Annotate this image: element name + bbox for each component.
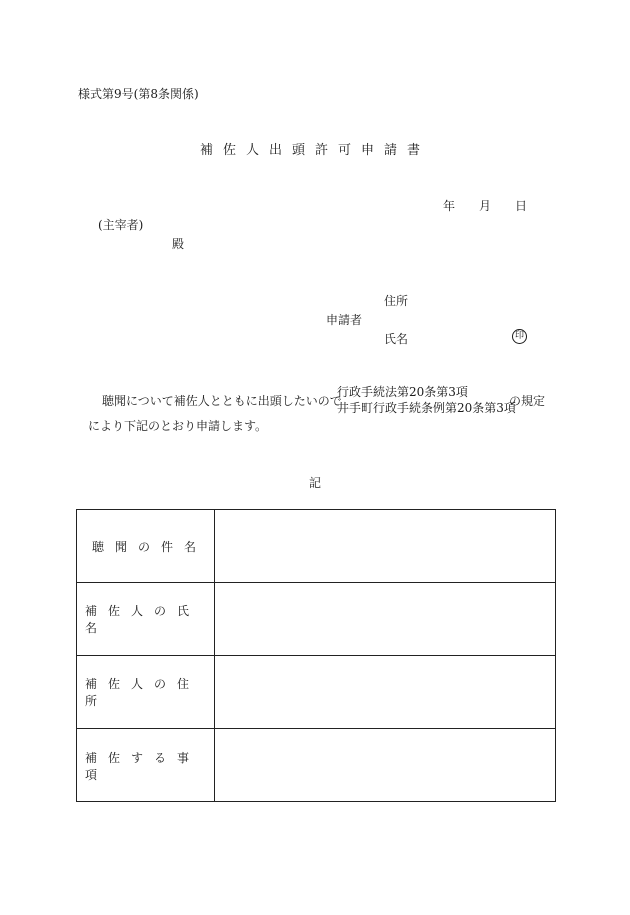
row-label: 聴聞の件名: [77, 510, 215, 582]
body-text-prefix: 聴聞について補佐人とともに出頭したいので: [102, 394, 342, 408]
law-option-1: 行政手続法第20条第3項: [337, 385, 468, 399]
law-options: [337, 384, 516, 416]
row-value-field[interactable]: [215, 583, 555, 655]
table-row: [77, 583, 555, 656]
date-month: 月: [479, 199, 492, 213]
row-value-field[interactable]: [215, 510, 555, 582]
seal-mark: 印: [512, 329, 527, 344]
applicant-label: 申請者: [326, 313, 363, 327]
table-row: [77, 656, 555, 729]
law-option-2: 井手町行政手続条例第20条第3項: [337, 401, 516, 415]
date-line: [443, 197, 527, 214]
document-title: 補佐人出頭許可申請書: [199, 143, 430, 158]
row-label: 補佐する事項: [77, 729, 215, 802]
recipient-honorific: 殿: [172, 237, 185, 251]
row-label: 補佐人の住所: [77, 656, 215, 728]
date-day: 日: [515, 199, 528, 213]
table-row: [77, 729, 555, 802]
name-label: 氏名: [384, 332, 409, 346]
row-value-field[interactable]: [215, 729, 555, 802]
ki-heading: 記: [308, 476, 321, 490]
body-text-suffix: の規定: [509, 394, 546, 408]
record-table: [76, 509, 556, 802]
form-number: 様式第9号(第8条関係): [78, 87, 199, 101]
table-row: [77, 510, 555, 583]
date-year: 年: [443, 199, 456, 213]
row-label: 補佐人の氏名: [77, 583, 215, 655]
address-label: 住所: [384, 294, 409, 308]
body-text-line2: により下記のとおり申請します。: [88, 419, 268, 433]
row-value-field[interactable]: [215, 656, 555, 728]
recipient-organizer: (主宰者): [98, 218, 144, 232]
